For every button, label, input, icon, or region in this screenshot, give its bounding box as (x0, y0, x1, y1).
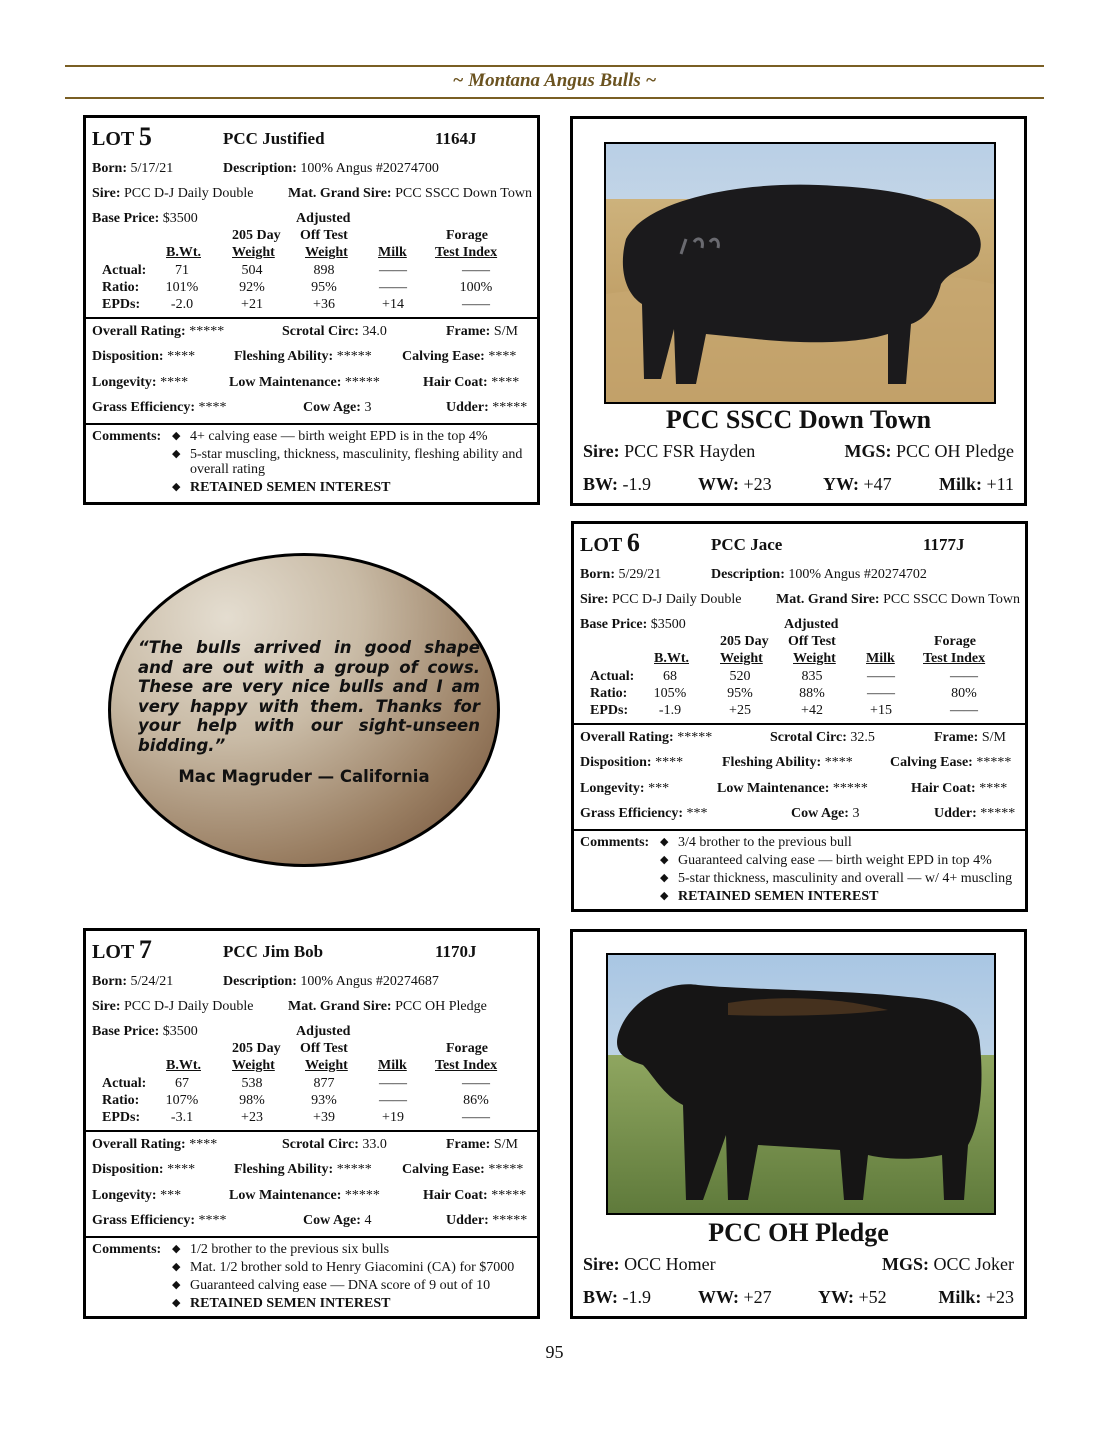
rating-scrotal: Scrotal Circ: 32.5 (770, 730, 875, 745)
diamond-bullet-icon: ◆ (660, 890, 669, 902)
comments-section (580, 835, 1019, 905)
milk-header: Milk (866, 651, 895, 666)
rating-haircoat: Hair Coat: **** (911, 781, 1008, 796)
rating-disposition: Disposition: **** (580, 755, 684, 770)
comment-item: ◆ 1/2 brother to the previous six bulls (172, 1242, 390, 1257)
row-label-actual: Actual: (102, 263, 147, 278)
bull-photo-down-town-image (606, 144, 994, 402)
rating-fleshing: Fleshing Ability: **** (722, 755, 853, 770)
born-date: Born: 5/29/21 (580, 567, 662, 582)
cell-actual-0: 68 (663, 669, 677, 684)
photo-mgs: MGS: PCC OH Pledge (844, 441, 1014, 461)
page-number: 95 (545, 1342, 564, 1362)
diamond-bullet-icon: ◆ (172, 448, 181, 460)
rating-cowage: Cow Age: 3 (303, 400, 372, 415)
cell-ratio-0: 107% (165, 1093, 199, 1108)
row-label-epds: EPDs: (590, 703, 629, 718)
cell-ratio-1: 98% (239, 1093, 265, 1108)
cell-ratio-4: 86% (463, 1093, 489, 1108)
diamond-bullet-icon: ◆ (660, 872, 669, 884)
cell-ratio-3: —— (867, 686, 895, 701)
diamond-bullet-icon: ◆ (172, 1297, 181, 1309)
photo-milk: Milk: +11 (939, 474, 1014, 494)
comment-item: ◆ Mat. 1/2 brother sold to Henry Giacomini (CA) for $7000 (172, 1260, 515, 1275)
milk-header: Milk (378, 1058, 407, 1073)
sire: Sire: PCC D-J Daily Double (580, 592, 742, 607)
bull-photo-oh-pledge (606, 953, 996, 1215)
rating-udder: Udder: ***** (446, 400, 528, 415)
adjusted-header: Adjusted (296, 1024, 351, 1039)
cell-ratio-2: 93% (311, 1093, 337, 1108)
adjusted-header: Adjusted (784, 617, 839, 632)
rating-fleshing: Fleshing Ability: ***** (234, 349, 372, 364)
rating-grass: Grass Efficiency: *** (580, 806, 708, 821)
cell-actual-1: 504 (241, 263, 263, 278)
cell-epds-3: +19 (382, 1110, 404, 1125)
comments-label: Comments: (580, 835, 650, 850)
day205-header: 205 Day (232, 228, 281, 243)
lot-number: LOT 7 (92, 935, 152, 964)
row-label-epds: EPDs: (102, 1110, 141, 1125)
test-index-header: Test Index (435, 245, 498, 260)
rating-cowage: Cow Age: 3 (791, 806, 860, 821)
rating-longevity: Longevity: *** (92, 1188, 182, 1203)
base-price: Base Price: $3500 (92, 1024, 198, 1039)
diamond-bullet-icon: ◆ (172, 1261, 181, 1273)
description: Description: 100% Angus #20274702 (711, 567, 927, 582)
description: Description: 100% Angus #20274687 (223, 974, 439, 989)
rating-lowmaint: Low Maintenance: ***** (229, 375, 380, 390)
rating-haircoat: Hair Coat: ***** (423, 1188, 527, 1203)
cell-ratio-4: 80% (951, 686, 977, 701)
divider (86, 423, 537, 425)
comment-item: ◆ RETAINED SEMEN INTEREST (172, 1296, 391, 1311)
rating-scrotal: Scrotal Circ: 33.0 (282, 1137, 387, 1152)
cell-actual-2: 898 (313, 263, 335, 278)
weight-205-header: Weight (232, 245, 275, 260)
cell-ratio-4: 100% (459, 280, 493, 295)
comments-list (172, 1242, 531, 1314)
header-rule-top (65, 65, 1044, 67)
rating-fleshing: Fleshing Ability: ***** (234, 1162, 372, 1177)
test-index-header: Test Index (923, 651, 986, 666)
rating-longevity: Longevity: *** (580, 781, 670, 796)
cell-ratio-0: 105% (653, 686, 687, 701)
diamond-bullet-icon: ◆ (172, 481, 181, 493)
divider (574, 723, 1025, 725)
rating-calving: Calving Ease: **** (402, 349, 517, 364)
bull-name: PCC Jace (711, 535, 783, 554)
rating-grass: Grass Efficiency: **** (92, 1213, 227, 1228)
description: Description: 100% Angus #20274700 (223, 161, 439, 176)
cell-epds-1: +25 (729, 703, 751, 718)
rating-calving: Calving Ease: ***** (402, 1162, 524, 1177)
divider (86, 1130, 537, 1132)
diamond-bullet-icon: ◆ (660, 854, 669, 866)
rating-frame: Frame: S/M (446, 324, 518, 339)
row-label-epds: EPDs: (102, 297, 141, 312)
base-price: Base Price: $3500 (580, 617, 686, 632)
weight-205-header: Weight (232, 1058, 275, 1073)
cell-epds-0: -3.1 (170, 1110, 194, 1125)
rating-lowmaint: Low Maintenance: ***** (229, 1188, 380, 1203)
bull-tag: 1170J (435, 942, 477, 961)
milk-header: Milk (378, 245, 407, 260)
cell-actual-0: 67 (175, 1076, 189, 1091)
test-index-header: Test Index (435, 1058, 498, 1073)
bwt-header: B.Wt. (166, 245, 201, 260)
cell-ratio-3: —— (379, 280, 407, 295)
bull-tag: 1177J (923, 535, 965, 554)
comments-label: Comments: (92, 1242, 162, 1257)
cell-epds-1: +21 (241, 297, 263, 312)
photo-bull-name: PCC OH Pledge (708, 1218, 889, 1247)
cell-epds-4: —— (462, 297, 490, 312)
weight-adj-header: Weight (305, 245, 348, 260)
rating-calving: Calving Ease: ***** (890, 755, 1012, 770)
day205-header: 205 Day (720, 634, 769, 649)
off-test-header: Off Test (788, 634, 836, 649)
rating-disposition: Disposition: **** (92, 349, 196, 364)
weight-205-header: Weight (720, 651, 763, 666)
comment-item: ◆ Guaranteed calving ease — birth weight EPD in top 4% (660, 853, 992, 868)
base-price: Base Price: $3500 (92, 211, 198, 226)
cell-epds-2: +39 (313, 1110, 335, 1125)
photo-ww: WW: +27 (698, 1287, 772, 1307)
sire-photo-card-2 (570, 929, 1027, 1319)
lot-number: LOT 5 (92, 122, 152, 151)
bwt-header: B.Wt. (166, 1058, 201, 1073)
cell-actual-0: 71 (175, 263, 189, 278)
cell-epds-4: —— (462, 1110, 490, 1125)
lot-card-5 (83, 115, 540, 505)
off-test-header: Off Test (300, 228, 348, 243)
cell-ratio-2: 95% (311, 280, 337, 295)
rating-lowmaint: Low Maintenance: ***** (717, 781, 868, 796)
cell-epds-3: +15 (870, 703, 892, 718)
cell-actual-4: —— (462, 263, 490, 278)
comments-section (92, 1242, 531, 1312)
divider (86, 1236, 537, 1238)
bwt-header: B.Wt. (654, 651, 689, 666)
rating-scrotal: Scrotal Circ: 34.0 (282, 324, 387, 339)
off-test-header: Off Test (300, 1041, 348, 1056)
photo-mgs: MGS: OCC Joker (882, 1254, 1014, 1274)
cell-actual-1: 538 (241, 1076, 263, 1091)
photo-bull-name: PCC SSCC Down Town (665, 405, 932, 434)
adjusted-header: Adjusted (296, 211, 351, 226)
row-label-actual: Actual: (590, 669, 635, 684)
weight-adj-header: Weight (305, 1058, 348, 1073)
comment-item: ◆ 5-star thickness, masculinity and overall — w/ 4+ muscling (660, 871, 1013, 886)
rating-overall: Overall Rating: ***** (92, 324, 225, 339)
comment-item: ◆ 3/4 brother to the previous bull (660, 835, 852, 850)
cell-actual-3: —— (379, 1076, 407, 1091)
bull-tag: 1164J (435, 129, 477, 148)
sire-photo-card-1 (570, 116, 1027, 506)
photo-yw: YW: +52 (818, 1287, 887, 1307)
cell-epds-4: —— (950, 703, 978, 718)
lot-card-6 (571, 521, 1028, 912)
photo-bw: BW: -1.9 (583, 474, 652, 494)
rating-cowage: Cow Age: 4 (303, 1213, 372, 1228)
diamond-bullet-icon: ◆ (172, 430, 181, 442)
forage-header: Forage (446, 228, 488, 243)
rating-frame: Frame: S/M (446, 1137, 518, 1152)
comment-item: ◆ RETAINED SEMEN INTEREST (172, 480, 391, 495)
sire: Sire: PCC D-J Daily Double (92, 186, 254, 201)
rating-udder: Udder: ***** (446, 1213, 528, 1228)
born-date: Born: 5/24/21 (92, 974, 174, 989)
photo-sire: Sire: OCC Homer (583, 1254, 716, 1274)
divider (574, 829, 1025, 831)
weight-adj-header: Weight (793, 651, 836, 666)
divider (86, 317, 537, 319)
cell-actual-4: —— (462, 1076, 490, 1091)
photo-milk: Milk: +23 (938, 1287, 1014, 1307)
cell-ratio-1: 95% (727, 686, 753, 701)
rating-overall: Overall Rating: **** (92, 1137, 218, 1152)
comments-section (92, 429, 531, 499)
comments-list (172, 429, 531, 498)
cell-epds-0: -1.9 (658, 703, 682, 718)
comment-item: ◆ 5-star muscling, thickness, masculinity, fleshing ability and overall rating (172, 447, 523, 477)
rating-udder: Udder: ***** (934, 806, 1016, 821)
diamond-bullet-icon: ◆ (172, 1243, 181, 1255)
forage-header: Forage (934, 634, 976, 649)
cell-actual-2: 835 (801, 669, 823, 684)
row-label-actual: Actual: (102, 1076, 147, 1091)
cell-epds-2: +42 (801, 703, 823, 718)
header-rule-bottom (65, 97, 1044, 99)
bull-photo-down-town (604, 142, 996, 404)
testimonial-author: Mac Magruder — California (178, 767, 430, 786)
cell-ratio-2: 88% (799, 686, 825, 701)
row-label-ratio: Ratio: (102, 280, 140, 295)
rating-grass: Grass Efficiency: **** (92, 400, 227, 415)
sire: Sire: PCC D-J Daily Double (92, 999, 254, 1014)
page-header-title: ~ Montana Angus Bulls ~ (452, 70, 657, 91)
comments-label: Comments: (92, 429, 162, 444)
cell-actual-3: —— (379, 263, 407, 278)
cell-epds-0: -2.0 (170, 297, 194, 312)
photo-sire: Sire: PCC FSR Hayden (583, 441, 756, 461)
photo-bw: BW: -1.9 (583, 1287, 652, 1307)
row-label-ratio: Ratio: (102, 1093, 140, 1108)
rating-disposition: Disposition: **** (92, 1162, 196, 1177)
lot-card-7 (83, 928, 540, 1319)
cell-epds-2: +36 (313, 297, 335, 312)
maternal-grand-sire: Mat. Grand Sire: PCC SSCC Down Town (288, 186, 532, 201)
maternal-grand-sire: Mat. Grand Sire: PCC SSCC Down Town (776, 592, 1020, 607)
diamond-bullet-icon: ◆ (660, 836, 669, 848)
forage-header: Forage (446, 1041, 488, 1056)
bull-photo-oh-pledge-image (608, 955, 994, 1213)
lot-number: LOT 6 (580, 528, 640, 557)
comments-list (660, 835, 1019, 907)
rating-frame: Frame: S/M (934, 730, 1006, 745)
cell-actual-4: —— (950, 669, 978, 684)
row-label-ratio: Ratio: (590, 686, 628, 701)
maternal-grand-sire: Mat. Grand Sire: PCC OH Pledge (288, 999, 487, 1014)
cell-ratio-0: 101% (165, 280, 199, 295)
bull-name: PCC Jim Bob (223, 942, 324, 961)
cell-epds-1: +23 (241, 1110, 263, 1125)
bull-name: PCC Justified (223, 129, 325, 148)
comment-item: ◆ RETAINED SEMEN INTEREST (660, 889, 879, 904)
born-date: Born: 5/17/21 (92, 161, 174, 176)
photo-ww: WW: +23 (698, 474, 772, 494)
diamond-bullet-icon: ◆ (172, 1279, 181, 1291)
cell-actual-2: 877 (313, 1076, 335, 1091)
cell-ratio-3: —— (379, 1093, 407, 1108)
cell-ratio-1: 92% (239, 280, 265, 295)
cell-actual-3: —— (867, 669, 895, 684)
comment-item: ◆ 4+ calving ease — birth weight EPD is in the top 4% (172, 429, 488, 444)
rating-haircoat: Hair Coat: **** (423, 375, 520, 390)
rating-longevity: Longevity: **** (92, 375, 189, 390)
cell-actual-1: 520 (729, 669, 751, 684)
testimonial-text: “The bulls arrived in good shape and are out with a group of cows. These are very nice bulls and I am very happy with them. Thanks for your help with our sight-unseen bidding.” (138, 638, 480, 755)
cell-epds-3: +14 (382, 297, 404, 312)
rating-overall: Overall Rating: ***** (580, 730, 713, 745)
day205-header: 205 Day (232, 1041, 281, 1056)
photo-yw: YW: +47 (823, 474, 892, 494)
comment-item: ◆ Guaranteed calving ease — DNA score of 9 out of 10 (172, 1278, 491, 1293)
